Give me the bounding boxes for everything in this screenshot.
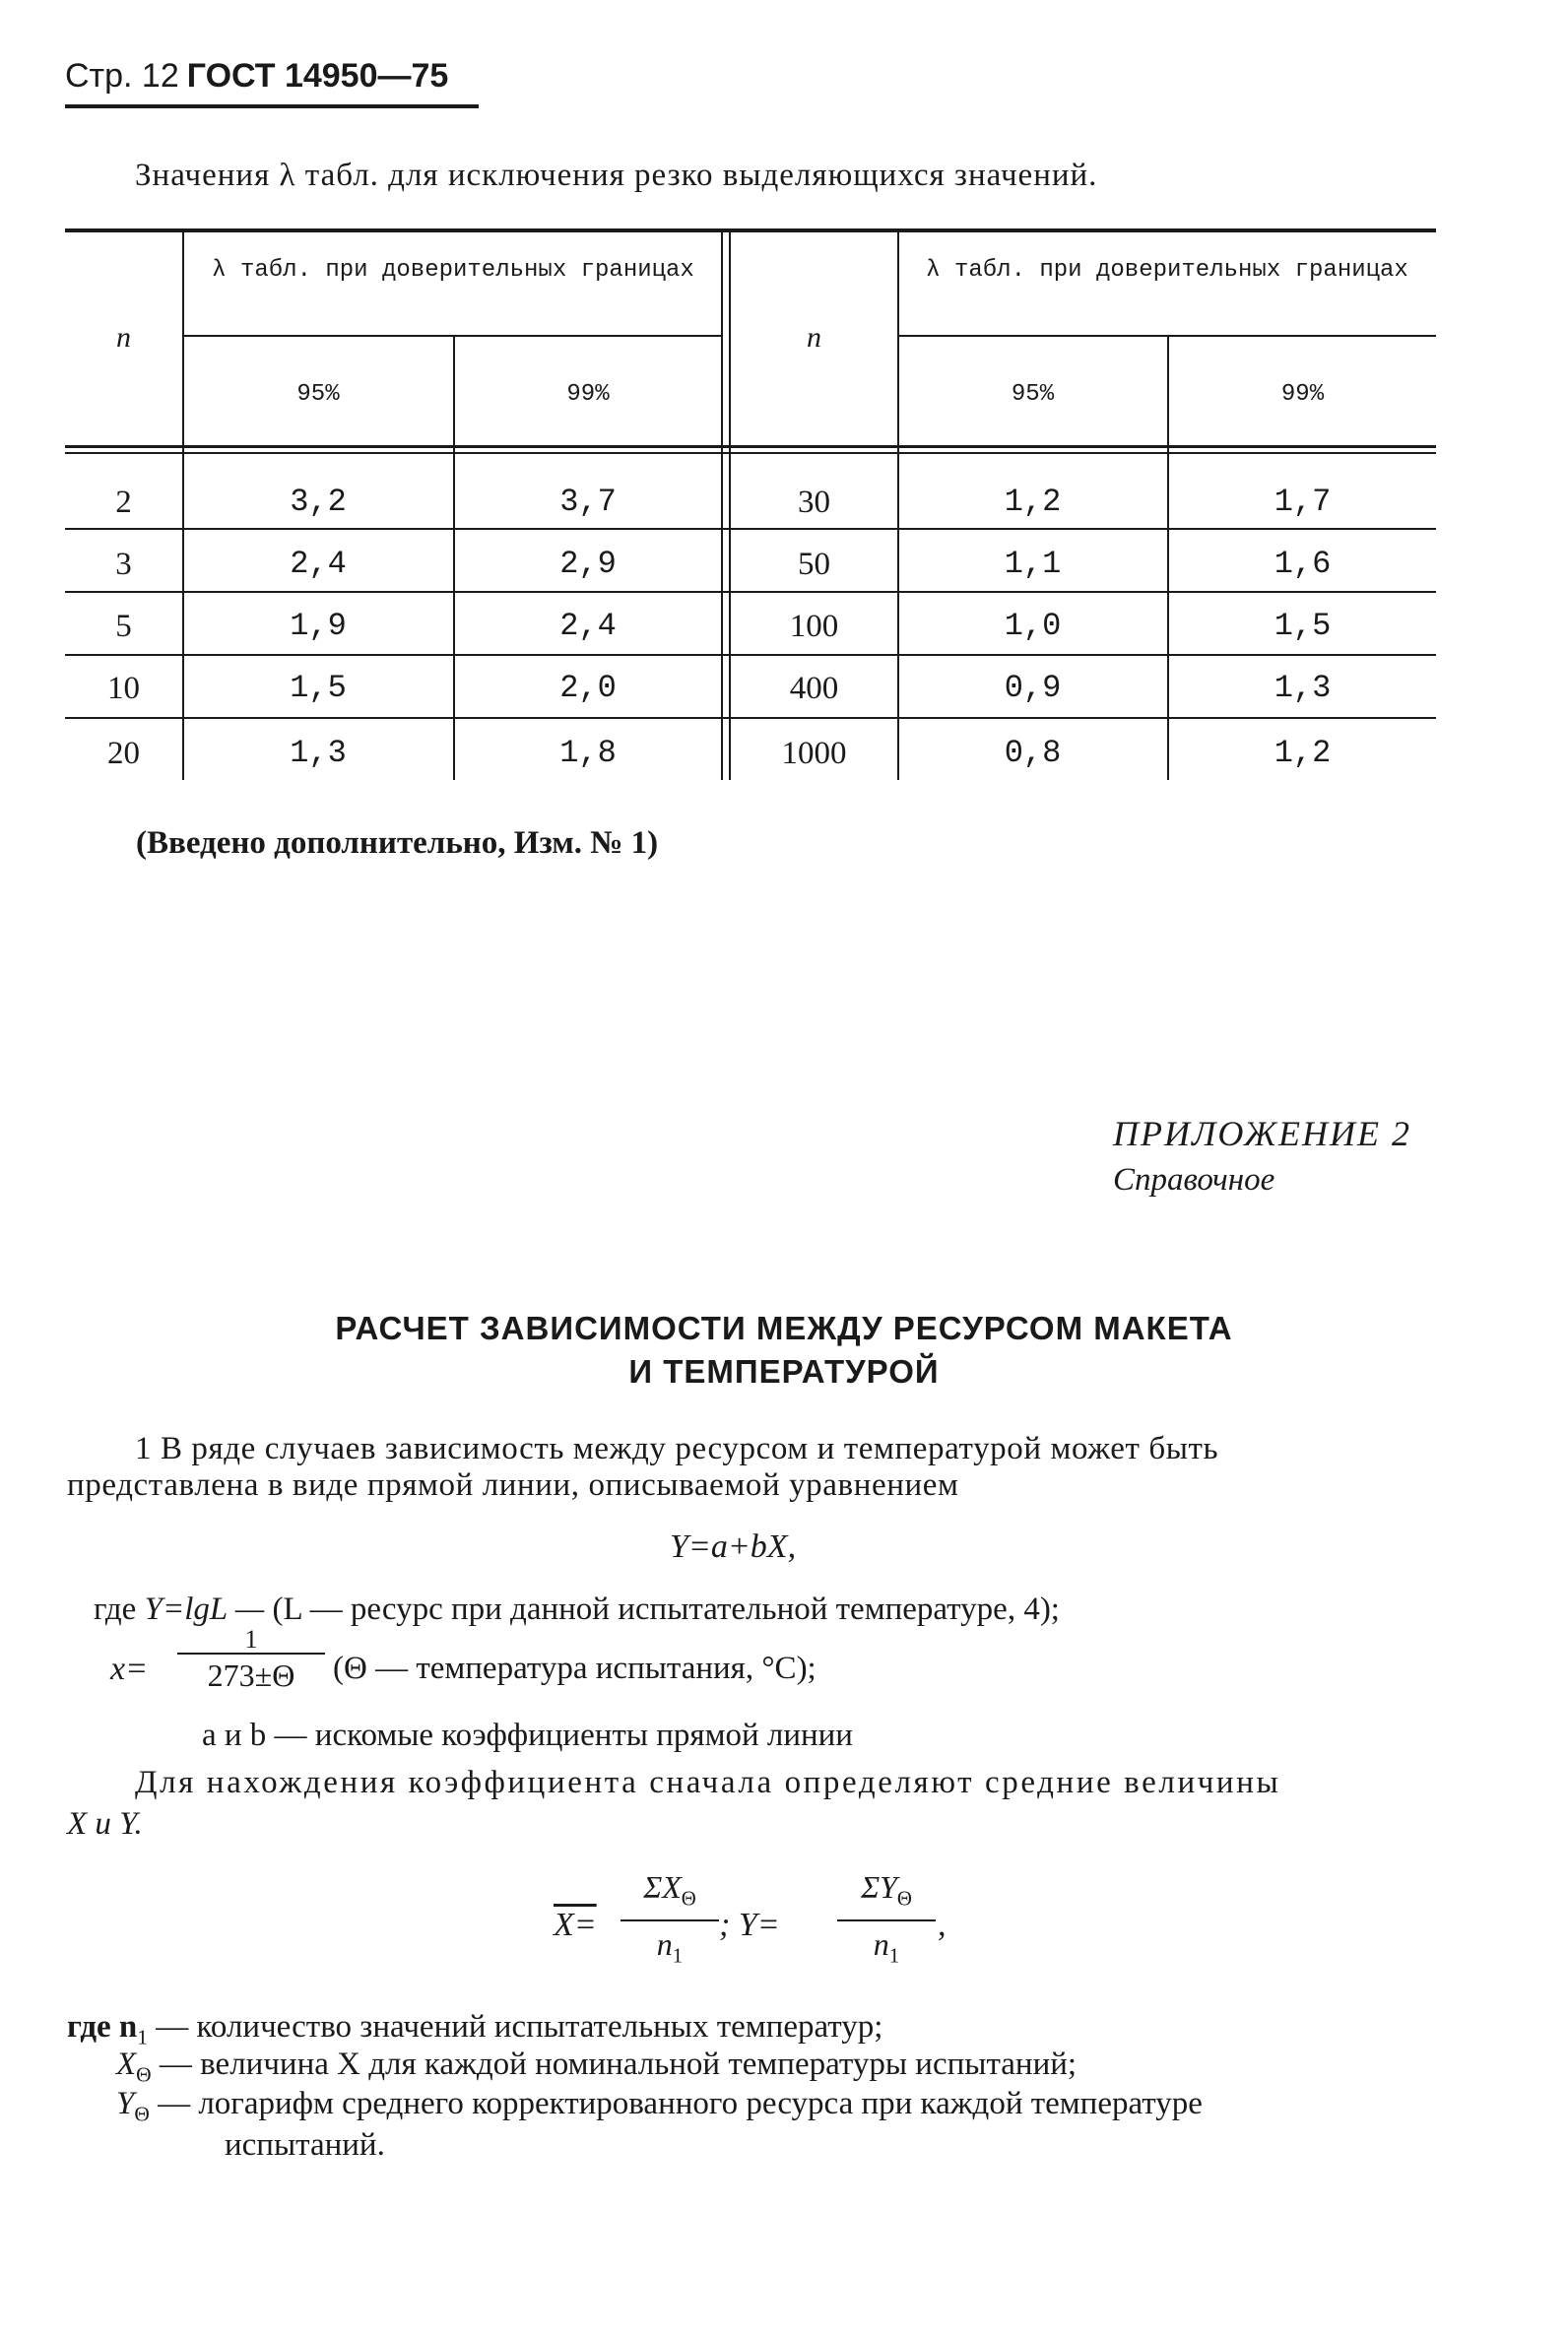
header-99-right: 99% xyxy=(1280,381,1325,408)
one-subscript: 1 xyxy=(888,1944,900,1968)
cell-n: 20 xyxy=(107,736,140,771)
section-title-line-2: И ТЕМПЕРАТУРОЙ xyxy=(628,1353,940,1390)
cell-99: 2,4 xyxy=(559,608,617,644)
header-99-left: 99% xyxy=(566,381,610,408)
cell-95: 1,1 xyxy=(1004,546,1062,582)
one-subscript: 1 xyxy=(672,1944,684,1968)
mean-x-lhs: X= xyxy=(554,1907,597,1943)
x-lhs: x= xyxy=(110,1651,149,1687)
cell-99: 1,6 xyxy=(1274,546,1332,582)
row-rule-2 xyxy=(65,591,1436,593)
theta-subscript: Θ xyxy=(134,2102,150,2126)
cell-99: 1,5 xyxy=(1274,608,1332,644)
definition-x-symbol: X xyxy=(116,2047,137,2082)
paragraph-1-line-1: 1 В ряде случаев зависимость между ресурсом и температурой может быть xyxy=(135,1431,1219,1466)
ab-definition: a и b — искомые коэффициенты прямой линии xyxy=(202,1718,853,1753)
mean-x-denominator: n xyxy=(656,1926,673,1963)
cell-n: 30 xyxy=(798,485,830,520)
cell-n: 10 xyxy=(107,671,140,706)
cell-99: 1,3 xyxy=(1274,670,1332,706)
paragraph-2-line-2: X и Y. xyxy=(67,1806,143,1842)
mean-y-lhs: ; Y= xyxy=(719,1907,780,1943)
header-95-left: 95% xyxy=(296,381,340,408)
appendix-type: Справочное xyxy=(1113,1162,1275,1198)
cell-95: 1,3 xyxy=(290,735,347,771)
definition-y xyxy=(116,2086,1203,2127)
x-fraction xyxy=(177,1627,325,1696)
row-rule-3 xyxy=(65,654,1436,656)
col-divider-3a xyxy=(721,232,723,780)
header-bottom-rule-2 xyxy=(65,452,1436,454)
where-y-expr: Y=lgL — xyxy=(144,1592,265,1627)
where-y-text: (L — ресурс при данной испытательной температуре, 4); xyxy=(272,1592,1060,1627)
definition-x-text: — величина X для каждой номинальной температуры испытаний; xyxy=(159,2047,1078,2082)
cell-95: 1,9 xyxy=(290,608,347,644)
page-number: Стр. 12 xyxy=(65,57,179,95)
row-rule-1 xyxy=(65,528,1436,530)
regression-equation: Y=a+bX, xyxy=(670,1528,797,1565)
mean-y-denominator: n xyxy=(873,1926,889,1963)
paragraph-1-line-2: представлена в виде прямой линии, описываемой уравнением xyxy=(67,1467,959,1503)
definition-n1-symbol: где n xyxy=(67,2009,138,2045)
theta-subscript: Θ xyxy=(896,1887,912,1911)
cell-99: 1,7 xyxy=(1274,484,1332,520)
cell-95: 1,2 xyxy=(1004,484,1062,520)
header-group-right: λ табл. при доверительных границах xyxy=(926,257,1408,284)
header-bottom-rule xyxy=(65,445,1436,448)
cell-n: 2 xyxy=(115,485,132,520)
mean-x-numerator: ΣX xyxy=(643,1869,682,1905)
cell-99: 3,7 xyxy=(559,484,617,520)
theta-subscript: Θ xyxy=(136,2062,152,2087)
header-group-left: λ табл. при доверительных границах xyxy=(212,257,694,284)
header-95-right: 95% xyxy=(1011,381,1055,408)
cell-n: 5 xyxy=(115,609,132,644)
running-header xyxy=(65,47,479,108)
header-n-left: n xyxy=(116,321,131,354)
x-fraction-numerator: 1 xyxy=(244,1625,258,1654)
definition-n1 xyxy=(67,2009,882,2050)
amendment-note: (Введено дополнительно, Изм. № 1) xyxy=(136,825,659,861)
definition-y-symbol: Y xyxy=(116,2086,135,2121)
cell-99: 1,8 xyxy=(559,735,617,771)
row-rule-4 xyxy=(65,717,1436,719)
cell-95: 1,0 xyxy=(1004,608,1062,644)
cell-95: 0,8 xyxy=(1004,735,1062,771)
cell-99: 2,0 xyxy=(559,670,617,706)
where-y-line xyxy=(94,1592,1060,1628)
cell-95: 2,4 xyxy=(290,546,347,582)
theta-subscript: Θ xyxy=(681,1887,696,1911)
standard-number: ГОСТ 14950—75 xyxy=(186,57,449,95)
x-definition: (Θ — температура испытания, °C); xyxy=(333,1651,817,1686)
cell-n: 100 xyxy=(789,609,839,644)
cell-95: 3,2 xyxy=(290,484,347,520)
cell-99: 2,9 xyxy=(559,546,617,582)
table-top-rule xyxy=(65,228,1436,232)
one-subscript: 1 xyxy=(137,2025,149,2049)
definition-y-line-2: испытаний. xyxy=(225,2127,385,2163)
x-fraction-denominator: 273±Θ xyxy=(177,1653,325,1696)
table-caption: Значения λ табл. для исключения резко выделяющихся значений. xyxy=(135,158,1098,193)
appendix-label: ПРИЛОЖЕНИЕ 2 xyxy=(1113,1114,1411,1153)
paragraph-2-line-1: Для нахождения коэффициента сначала определяют средние величины xyxy=(135,1765,1281,1800)
mean-y-fraction xyxy=(837,1866,936,1980)
mean-y-numerator: ΣY xyxy=(861,1869,897,1905)
cell-n: 3 xyxy=(115,547,132,582)
definition-n1-text: — количество значений испытательных температур; xyxy=(156,2009,883,2045)
cell-95: 1,5 xyxy=(290,670,347,706)
where-y-prefix: где xyxy=(94,1592,137,1627)
cell-n: 50 xyxy=(798,547,830,582)
cell-99: 1,2 xyxy=(1274,735,1332,771)
header-n-right: n xyxy=(807,321,821,354)
cell-n: 400 xyxy=(789,671,839,706)
definition-y-text: — логарифм среднего корректированного ресурса при каждой температуре xyxy=(158,2086,1203,2121)
cell-n: 1000 xyxy=(781,736,847,771)
definition-x xyxy=(116,2047,1077,2088)
mean-formula-comma: , xyxy=(938,1907,947,1943)
section-title-line-1: РАСЧЕТ ЗАВИСИМОСТИ МЕЖДУ РЕСУРСОМ МАКЕТА xyxy=(335,1310,1233,1346)
cell-95: 0,9 xyxy=(1004,670,1062,706)
mean-x-fraction xyxy=(621,1866,719,1980)
